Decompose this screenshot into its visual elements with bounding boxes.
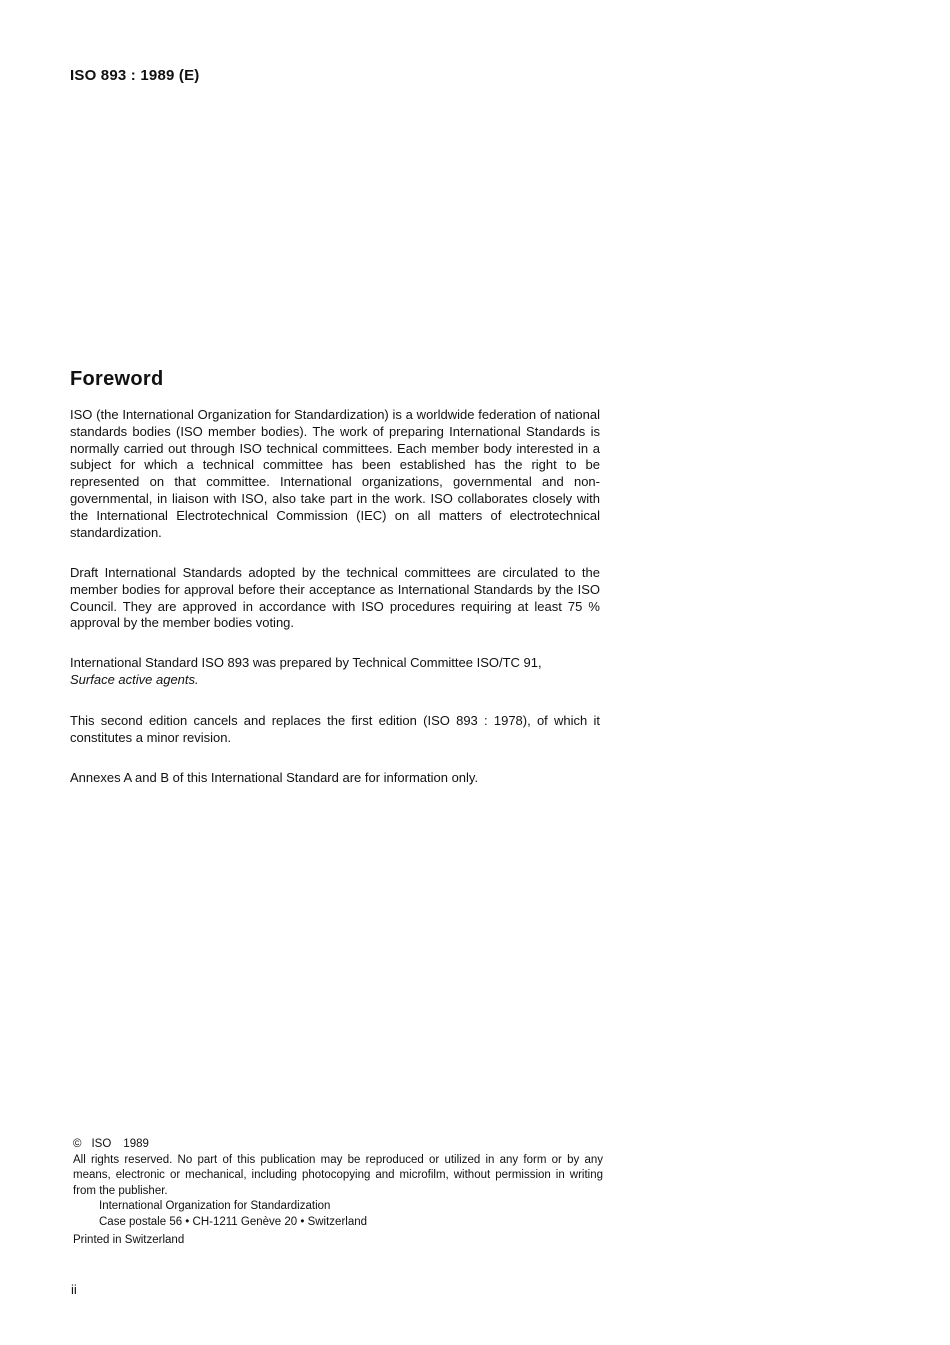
copyright-block xyxy=(73,1137,603,1249)
foreword-paragraph-3 xyxy=(70,655,600,689)
printed-in: Printed in Switzerland xyxy=(73,1234,185,1246)
document-header: ISO 893 : 1989 (E) xyxy=(70,67,200,84)
address-line-1: International Organization for Standardization xyxy=(99,1200,331,1212)
rights-statement: All rights reserved. No part of this publication may be reproduced or utilized in any form or by any means, electronic or mechanical, including photocopying and microfilm, without permission in writing from the publisher. xyxy=(73,1153,603,1197)
copyright-year: 1989 xyxy=(123,1138,149,1150)
foreword-paragraph-4: This second edition cancels and replaces the first edition (ISO 893 : 1978), of which it constitutes a minor revision. xyxy=(70,713,600,745)
foreword-paragraph-2: Draft International Standards adopted by the technical committees are circulated to the member bodies for approval before their acceptance as International Standards by the ISO Council. They are approved in accordance with ISO procedures requiring at least 75 % approval by the member bodies voting. xyxy=(70,565,600,631)
copyright-organization: ISO xyxy=(91,1138,112,1150)
page-number: ii xyxy=(71,1282,77,1297)
address-line-2: Case postale 56 • CH-1211 Genève 20 • Switzerland xyxy=(99,1215,368,1228)
foreword-paragraph-5: Annexes A and B of this International Standard are for information only. xyxy=(70,770,479,785)
foreword-paragraph-3-text: International Standard ISO 893 was prepared by Technical Committee ISO/TC 91, xyxy=(70,655,542,670)
copyright-notice xyxy=(73,1137,603,1153)
foreword-title: Foreword xyxy=(70,368,164,390)
committee-name: Surface active agents. xyxy=(70,671,199,687)
foreword-paragraph-1: ISO (the International Organization for Standardization) is a worldwide federation of national standards bodies (ISO member bodies). The work of preparing International Standards is normally carried out through ISO technical committees. Each member body interested in a subject for which a technical committee has been established has the right to be represented on that committee. International organizations, governmental and non-governmental, in liaison with ISO, also take part in the work. ISO collaborates closely with the International Electrotechnical Commission (IEC) on all matters of electrotechnical standardization. xyxy=(70,407,600,540)
copyright-icon: © xyxy=(73,1138,82,1150)
